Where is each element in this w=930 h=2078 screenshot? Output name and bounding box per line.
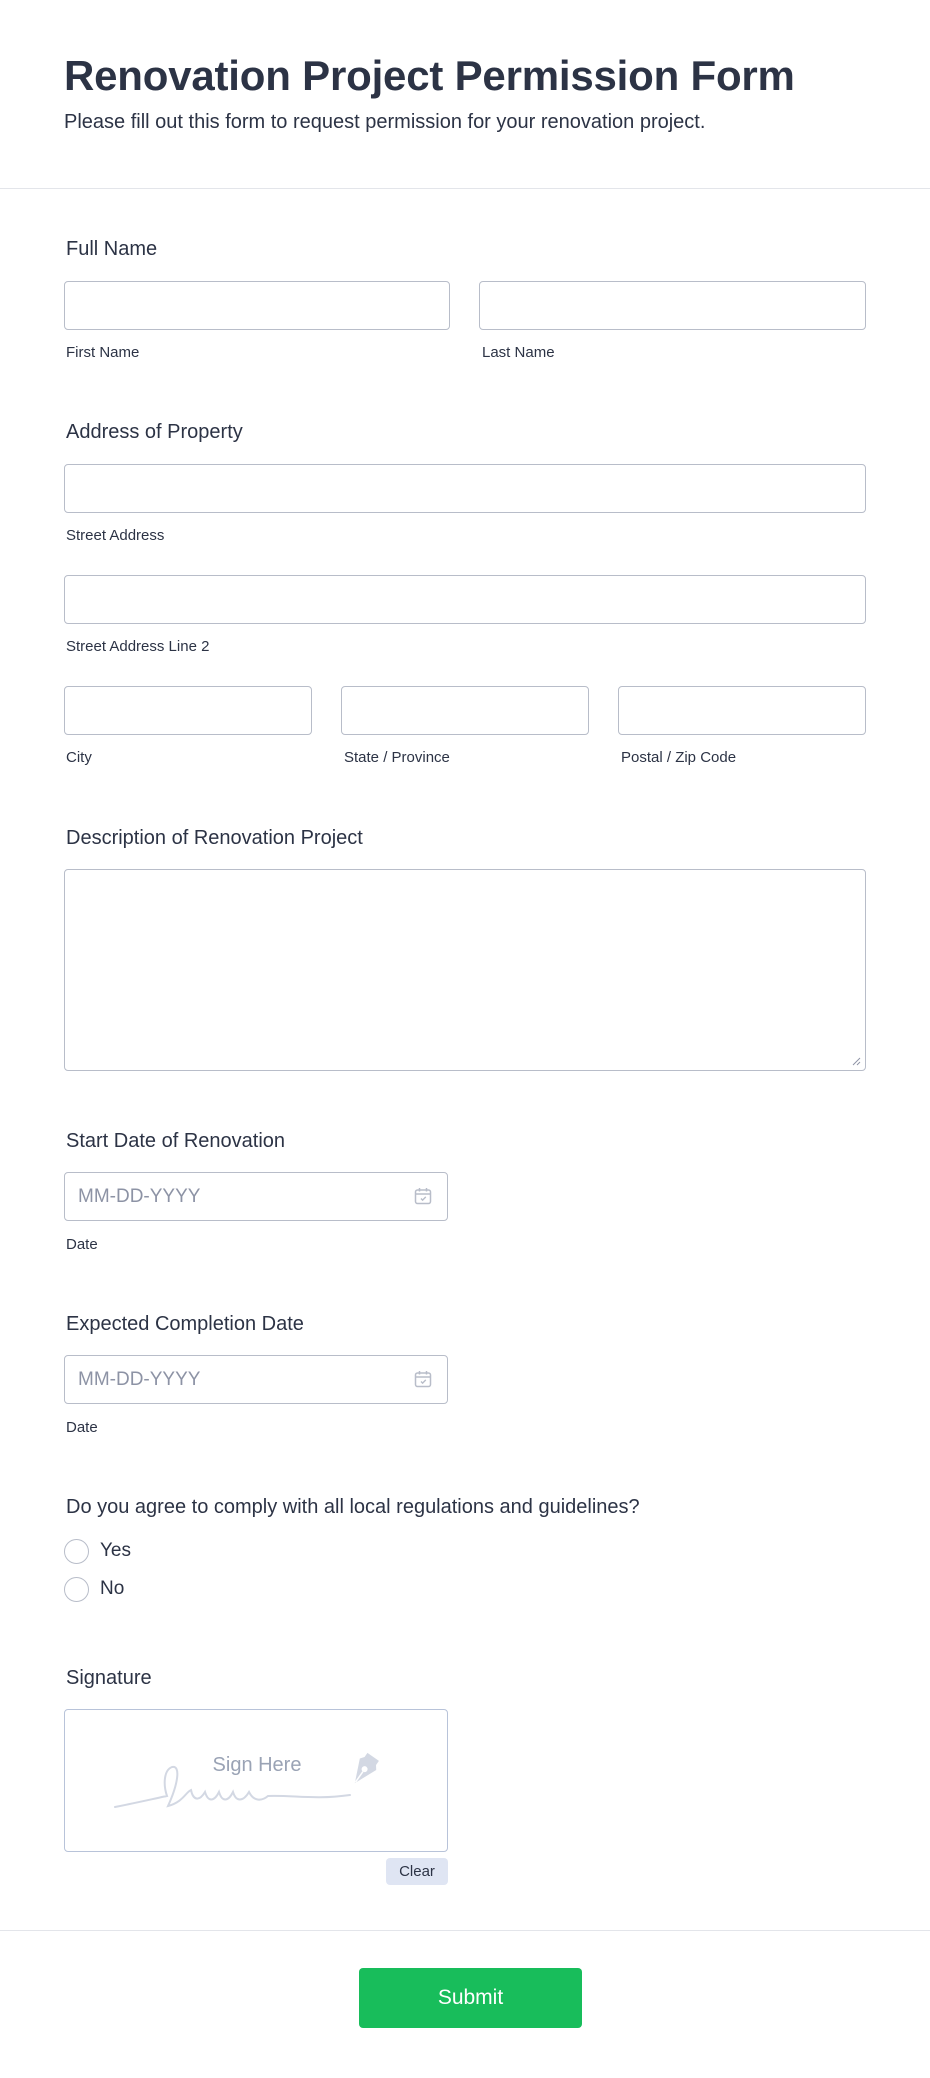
start-date-input[interactable] xyxy=(64,1172,448,1221)
completion-date-input[interactable] xyxy=(64,1355,448,1404)
state-sublabel: State / Province xyxy=(344,749,450,766)
radio-label: Yes xyxy=(100,1540,131,1561)
radio-option-no[interactable] xyxy=(64,1576,124,1602)
footer-divider xyxy=(0,1930,930,1931)
radio-label: No xyxy=(100,1578,125,1599)
start-date-label: Start Date of Renovation xyxy=(66,1130,286,1152)
postal-code-input[interactable] xyxy=(618,686,866,735)
start-date-field[interactable] xyxy=(64,1172,448,1221)
signature-scribble-icon xyxy=(65,1710,449,1853)
page-subtitle: Please fill out this form to request permission for your renovation project. xyxy=(64,111,706,133)
first-name-input[interactable] xyxy=(64,281,450,330)
start-date-sublabel: Date xyxy=(66,1236,98,1253)
radio-button[interactable] xyxy=(64,1577,89,1602)
clear-signature-button[interactable]: Clear xyxy=(386,1858,448,1885)
street-address-line2-input[interactable] xyxy=(64,575,866,624)
city-input[interactable] xyxy=(64,686,312,735)
calendar-icon[interactable] xyxy=(414,1370,432,1388)
page-title: Renovation Project Permission Form xyxy=(64,52,795,99)
street-address-sublabel: Street Address xyxy=(66,527,165,544)
state-input[interactable] xyxy=(341,686,589,735)
form-header xyxy=(0,0,930,189)
resize-grip-icon[interactable] xyxy=(851,1056,861,1066)
completion-date-field[interactable] xyxy=(64,1355,448,1404)
city-sublabel: City xyxy=(66,749,92,766)
last-name-sublabel: Last Name xyxy=(482,344,555,361)
radio-button[interactable] xyxy=(64,1539,89,1564)
completion-date-sublabel: Date xyxy=(66,1419,98,1436)
completion-date-label: Expected Completion Date xyxy=(66,1313,304,1335)
compliance-question: Do you agree to comply with all local regulations and guidelines? xyxy=(66,1496,640,1518)
pen-nib-icon xyxy=(347,1750,381,1790)
sign-here-placeholder: Sign Here xyxy=(212,1754,302,1776)
signature-pad[interactable] xyxy=(64,1709,448,1852)
address-label: Address of Property xyxy=(66,421,243,443)
signature-label: Signature xyxy=(66,1667,152,1689)
full-name-label: Full Name xyxy=(66,238,158,260)
first-name-sublabel: First Name xyxy=(66,344,140,361)
submit-button[interactable]: Submit xyxy=(359,1968,582,2028)
last-name-input[interactable] xyxy=(479,281,866,330)
description-label: Description of Renovation Project xyxy=(66,827,363,849)
description-textarea[interactable] xyxy=(64,869,866,1071)
street-address-input[interactable] xyxy=(64,464,866,513)
street-address-line2-sublabel: Street Address Line 2 xyxy=(66,638,210,655)
postal-code-sublabel: Postal / Zip Code xyxy=(621,749,737,766)
calendar-icon[interactable] xyxy=(414,1187,432,1205)
radio-option-yes[interactable] xyxy=(64,1538,131,1564)
